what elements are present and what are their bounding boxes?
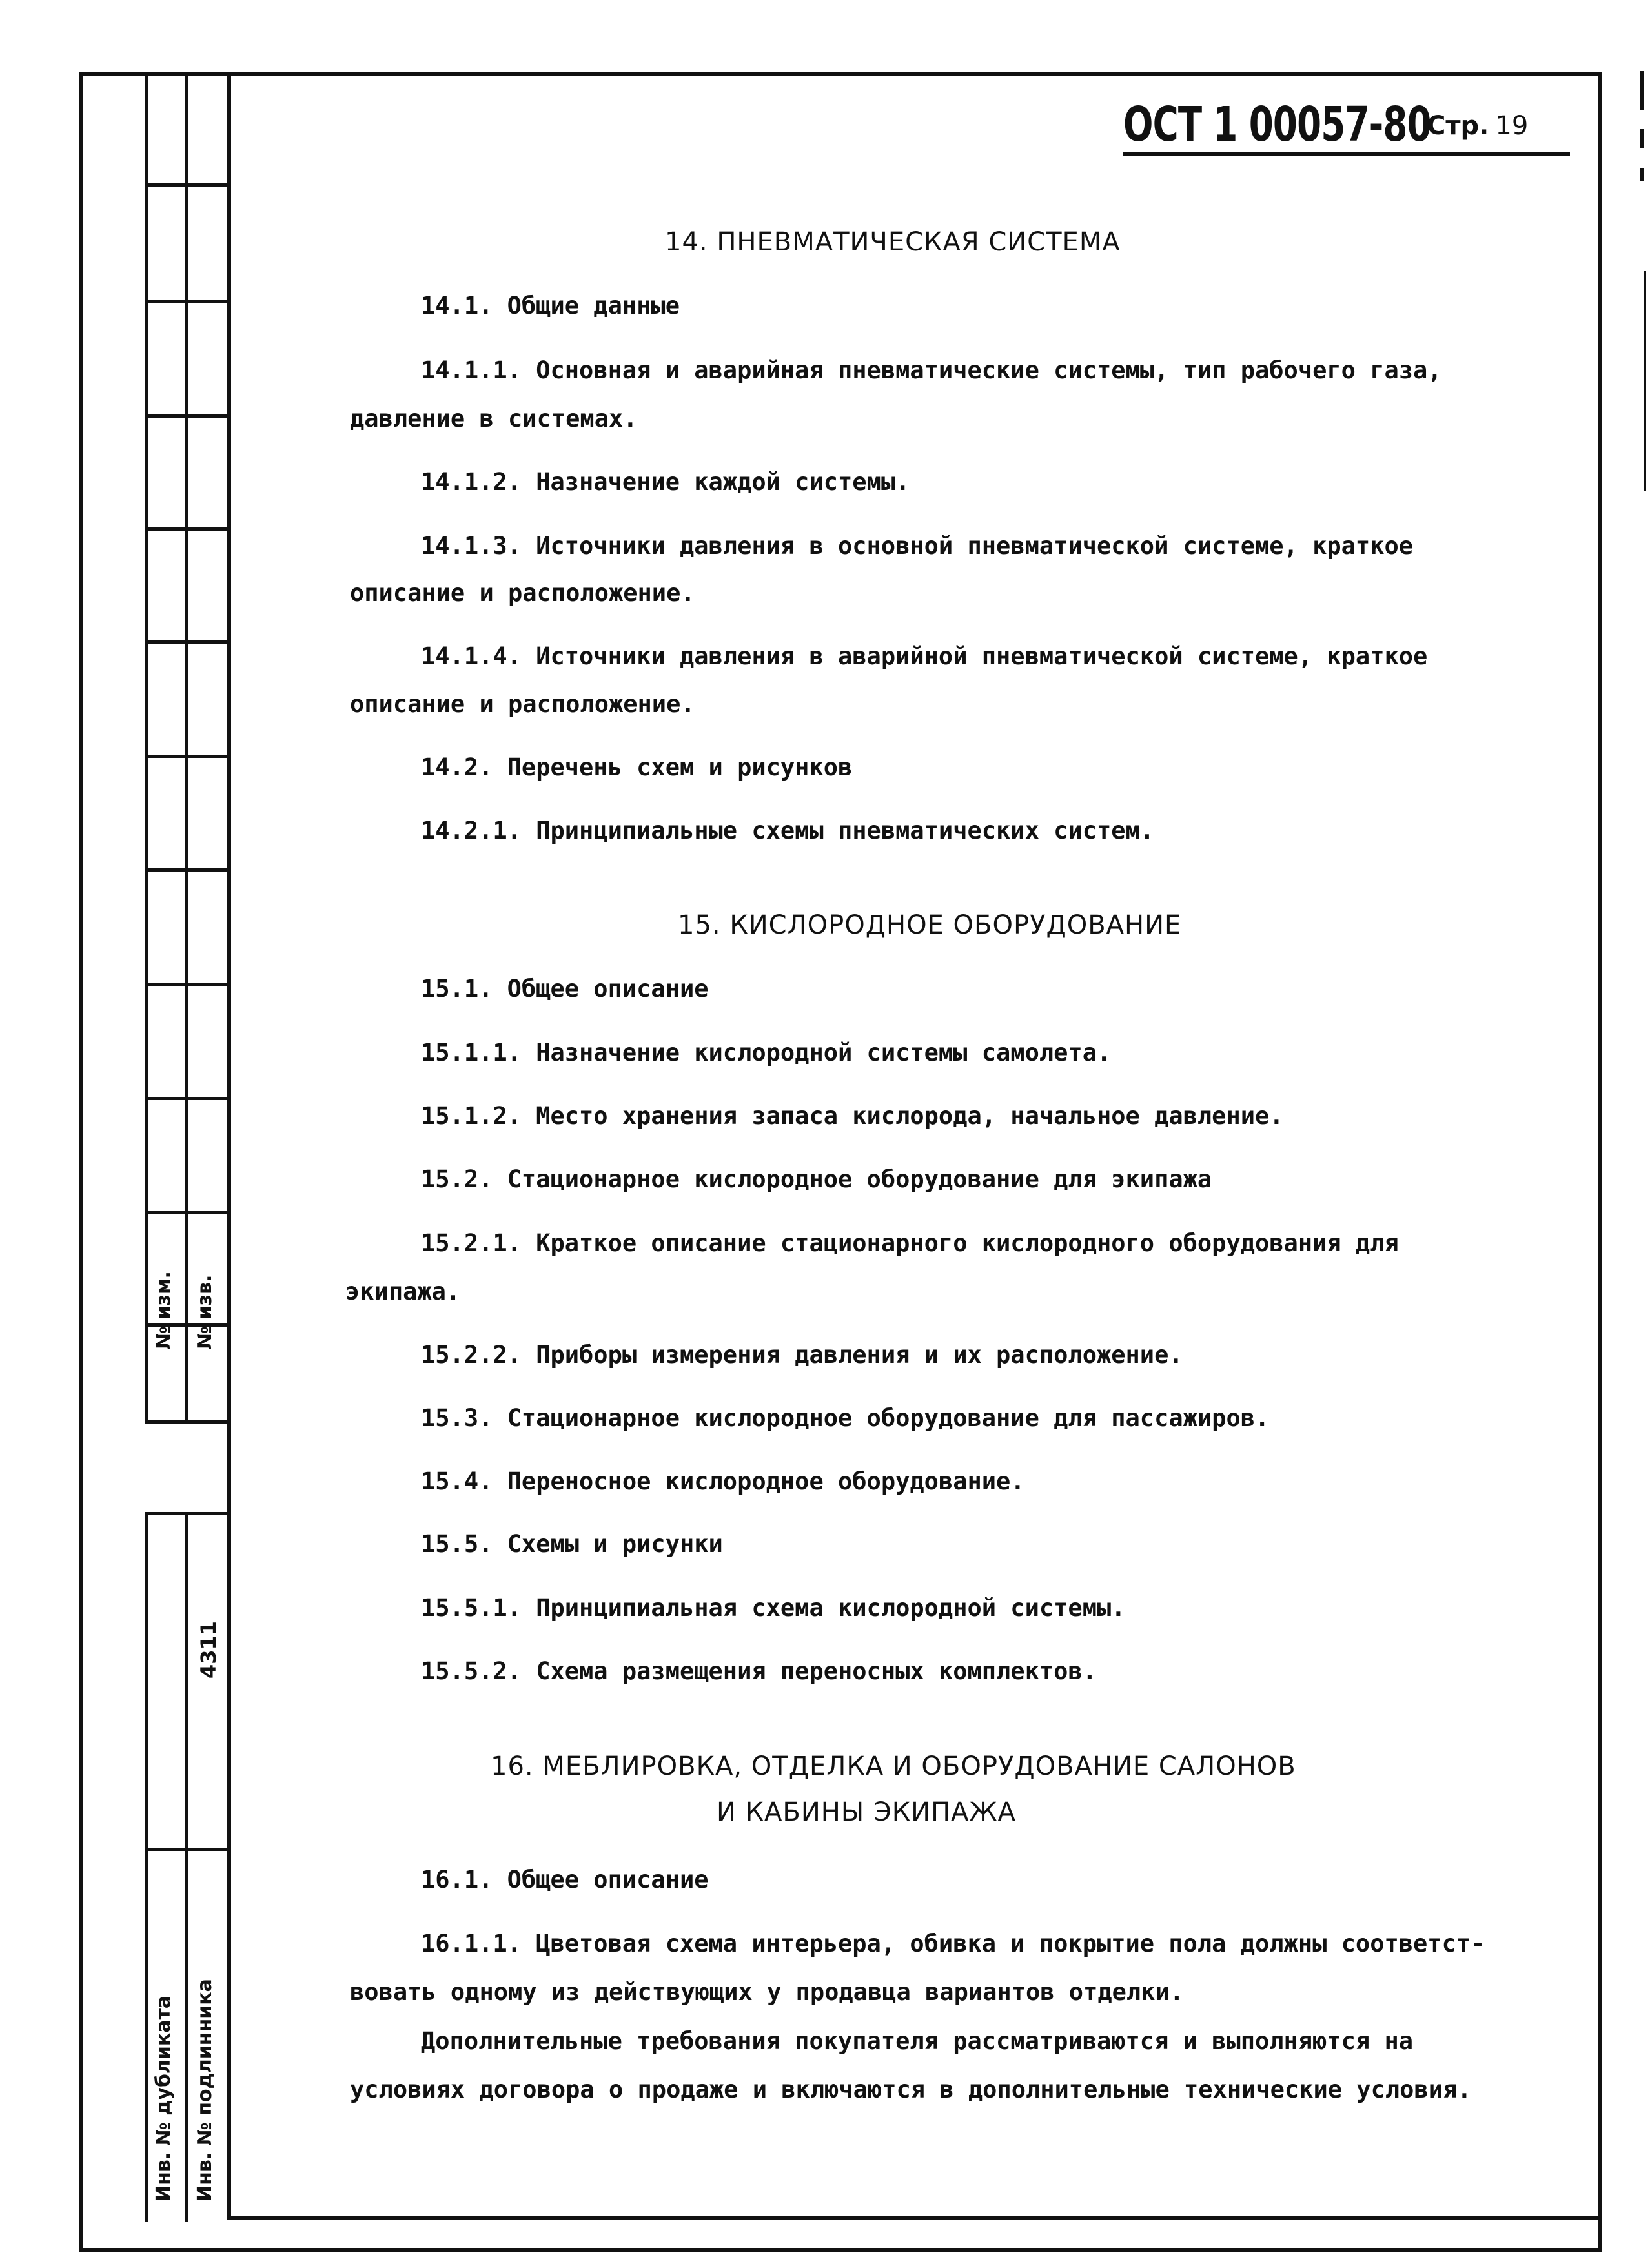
para-15-5-1: 15.5.1. Принципиальная схема кислородной системы.	[421, 1594, 1126, 1622]
para-16-1-1: 16.1.1. Цветовая схема интерьера, обивка и покрытие пола должны соответст-	[421, 1930, 1485, 1957]
notice-number-label: № изв.	[194, 1274, 216, 1349]
strip-cell-line	[145, 1211, 229, 1214]
para-15-2-1-cont: экипажа.	[345, 1278, 461, 1305]
duplicate-inventory-label: Инв. № дубликата	[152, 1995, 175, 2202]
strip-vline-mid	[185, 72, 188, 1422]
strip-cell-line	[145, 527, 229, 531]
para-16-additional-cont: условиях договора о продаже и включаются в дополнительные технические условия.	[350, 2076, 1472, 2103]
scan-edge-mark	[1640, 168, 1644, 181]
para-14-2: 14.2. Перечень схем и рисунков	[421, 753, 853, 781]
margin-stamp-strip	[145, 72, 229, 2220]
para-15-5: 15.5. Схемы и рисунки	[421, 1530, 723, 1558]
para-14-1-3-cont: описание и расположение.	[350, 579, 695, 607]
para-15-3: 15.3. Стационарное кислородное оборудование для пассажиров.	[421, 1404, 1270, 1432]
para-14-1-4-cont: описание и расположение.	[350, 690, 695, 718]
para-15-1-1: 15.1.1. Назначение кислородной системы самолета.	[421, 1039, 1112, 1067]
para-16-additional: Дополнительные требования покупателя рассматриваются и выполняются на	[421, 2027, 1414, 2055]
para-15-5-2: 15.5.2. Схема размещения переносных комплектов.	[421, 1657, 1097, 1685]
para-14-1-3: 14.1.3. Источники давления в основной пневматической системе, краткое	[421, 532, 1414, 560]
strip-cell-line	[145, 755, 229, 758]
page-indicator	[1427, 111, 1528, 141]
para-16-1-1-cont: вовать одному из действующих у продавца вариантов отделки.	[350, 1978, 1185, 2006]
strip-cell-line	[145, 183, 229, 187]
para-15-1-2: 15.1.2. Место хранения запаса кислорода, начальное давление.	[421, 1102, 1284, 1130]
strip-cell-line	[145, 640, 229, 644]
strip-cell-line	[145, 1420, 229, 1424]
para-15-2-1: 15.2.1. Краткое описание стационарного кислородного оборудования для	[421, 1229, 1399, 1257]
strip-lower-top-line	[145, 1512, 229, 1515]
strip-lower-mid-line	[145, 1848, 229, 1851]
section-14-heading: 14. ПНЕВМАТИЧЕСКАЯ СИСТЕМА	[665, 227, 1121, 257]
para-15-2: 15.2. Стационарное кислородное оборудование для экипажа	[421, 1165, 1212, 1193]
header-underline	[1123, 152, 1570, 156]
para-14-1-1: 14.1.1. Основная и аварийная пневматические системы, тип рабочего газа,	[421, 356, 1442, 384]
page-label: Стр.	[1427, 111, 1489, 141]
para-14-1-2: 14.1.2. Назначение каждой системы.	[421, 468, 910, 496]
document-header	[1123, 97, 1569, 155]
strip-cell-line	[145, 983, 229, 986]
change-number-label: № изм.	[152, 1271, 175, 1349]
strip-cell-line	[145, 1097, 229, 1100]
para-14-1-4: 14.1.4. Источники давления в аварийной пневматической системе, краткое	[421, 642, 1428, 670]
section-16-heading-cont: И КАБИНЫ ЭКИПАЖА	[717, 1797, 1016, 1827]
para-14-1: 14.1. Общие данные	[421, 292, 680, 320]
original-inventory-number: 4311	[196, 1620, 221, 1679]
para-16-1: 16.1. Общее описание	[421, 1866, 709, 1894]
para-14-1-1-cont: давление в системах.	[350, 405, 638, 433]
para-14-2-1: 14.2.1. Принципиальные схемы пневматических систем.	[421, 817, 1155, 844]
para-15-1: 15.1. Общее описание	[421, 975, 709, 1003]
scan-edge-mark	[1640, 71, 1644, 110]
section-16-heading: 16. МЕБЛИРОВКА, ОТДЕЛКА И ОБОРУДОВАНИЕ САЛОНОВ	[491, 1752, 1296, 1781]
inner-page-frame	[227, 72, 1602, 2220]
document-code: ОСТ 1 00057-80	[1123, 97, 1431, 152]
strip-cell-line	[145, 868, 229, 872]
strip-lower-vline-left	[145, 1512, 148, 2222]
original-inventory-label: Инв. № подлинника	[194, 1979, 216, 2202]
scan-edge-mark	[1640, 129, 1644, 148]
strip-lower-vline-mid	[185, 1512, 188, 2222]
page-number: 19	[1495, 111, 1529, 141]
para-15-4: 15.4. Переносное кислородное оборудование.	[421, 1467, 1025, 1495]
scan-edge-mark	[1644, 271, 1646, 491]
strip-vline-left	[145, 72, 148, 1422]
para-15-2-2: 15.2.2. Приборы измерения давления и их расположение.	[421, 1341, 1183, 1369]
strip-cell-line	[145, 414, 229, 418]
section-15-heading: 15. КИСЛОРОДНОЕ ОБОРУДОВАНИЕ	[678, 910, 1182, 940]
strip-cell-line	[145, 300, 229, 303]
